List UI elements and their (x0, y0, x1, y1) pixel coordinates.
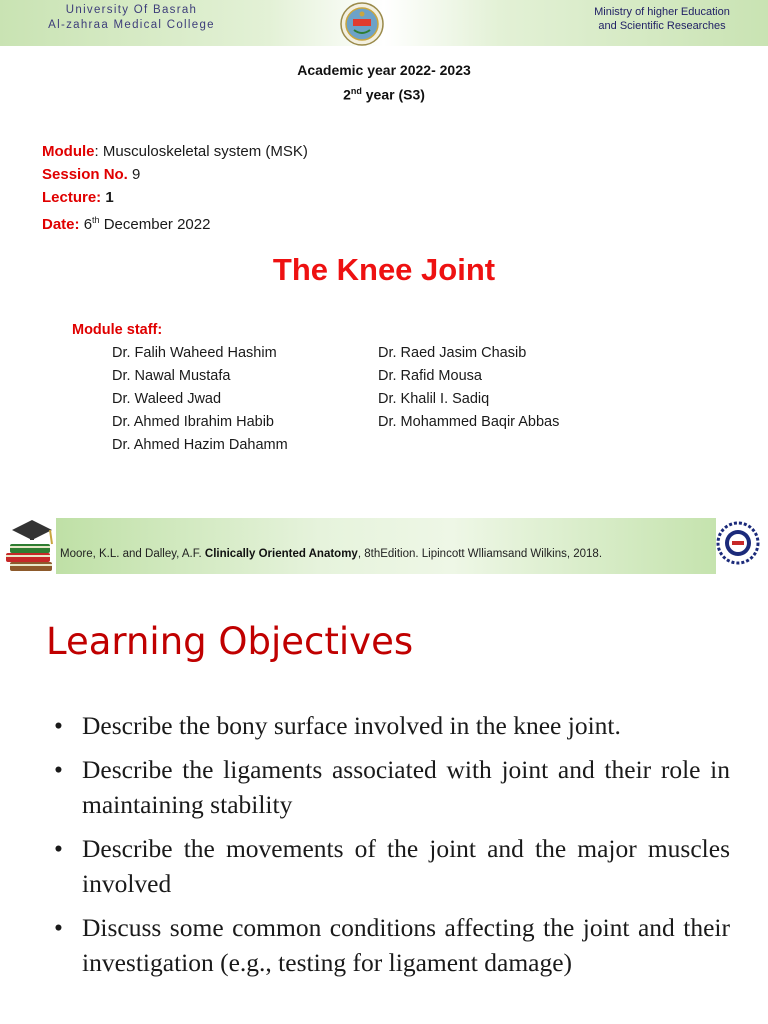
staff-member: Dr. Waleed Jwad (112, 391, 222, 407)
lecture-label: Lecture: (42, 189, 102, 206)
staff-list-right (378, 342, 559, 434)
date-label: Date: (42, 216, 80, 233)
staff-member: Dr. Ahmed Hazim Dahamm (112, 437, 288, 453)
reference-authors: Moore, K.L. and Dalley, A.F. (60, 548, 205, 560)
staff-heading: Module staff: (72, 322, 163, 338)
msk-badge-icon (716, 518, 760, 568)
objective-item: • Describe the bony surface involved in the knee joint. (54, 708, 730, 743)
module-value: : Musculoskeletal system (MSK) (94, 143, 308, 160)
date-day: 6 (83, 216, 93, 233)
session-label: Session No. (42, 166, 128, 183)
objective-item: • Discuss some common conditions affecting the joint and their investigation (e.g., testing for ligament damage) (54, 910, 730, 980)
staff-member: Dr. Ahmed Ibrahim Habib (112, 414, 274, 430)
academic-year: Academic year 2022- 2023 (297, 62, 471, 78)
staff-member: Dr. Mohammed Baqir Abbas (378, 414, 560, 430)
reference-citation (60, 548, 602, 560)
ministry-line-2: and Scientific Researches (598, 20, 726, 32)
objectives-slide (0, 590, 768, 1024)
session-value: 9 (127, 166, 141, 183)
staff-member: Dr. Rafid Mousa (378, 368, 482, 384)
ministry-line-1: Ministry of higher Education (594, 6, 730, 18)
academic-level (0, 81, 768, 106)
level-suffix: nd (350, 86, 362, 96)
staff-list-left (112, 342, 288, 457)
staff-member: Dr. Falih Waheed Hashim (112, 345, 277, 361)
staff-member: Dr. Khalil I. Sadiq (378, 391, 490, 407)
academic-info (0, 60, 768, 106)
staff-member: Dr. Nawal Mustafa (112, 368, 231, 384)
level-rest: year (S3) (361, 86, 425, 103)
lecture-meta (42, 140, 308, 236)
objective-item: • Describe the ligaments associated with joint and their role in maintaining stability (54, 752, 730, 822)
objective-item: • Describe the movements of the joint and the major muscles involved (54, 831, 730, 901)
books-icon (2, 516, 60, 578)
college-seal-icon (340, 2, 384, 46)
date-line (42, 209, 308, 236)
session-line (42, 163, 308, 186)
university-line-2: Al-zahraa Medical College (48, 19, 215, 31)
date-rest: December 2022 (99, 216, 211, 233)
staff-member: Dr. Raed Jasim Chasib (378, 345, 527, 361)
date-suffix: th (92, 215, 100, 225)
reference-rest: , 8thEdition. Lipincott Wlliamsand Wilkins, 2018. (357, 548, 603, 560)
reference-book: Clinically Oriented Anatomy (204, 548, 358, 560)
level-number: 2 (343, 86, 351, 103)
ministry-name (582, 5, 742, 33)
module-label: Module (42, 143, 95, 160)
university-line-1: University Of Basrah (65, 4, 198, 16)
lecture-title: The Knee Joint (272, 252, 496, 287)
module-line (42, 140, 308, 163)
lecture-line (42, 186, 308, 209)
objectives-title: Learning Objectives (46, 620, 414, 663)
lecture-value: 1 (101, 189, 114, 206)
reference-band (56, 518, 716, 574)
university-name (24, 3, 239, 33)
objectives-list (54, 708, 730, 989)
